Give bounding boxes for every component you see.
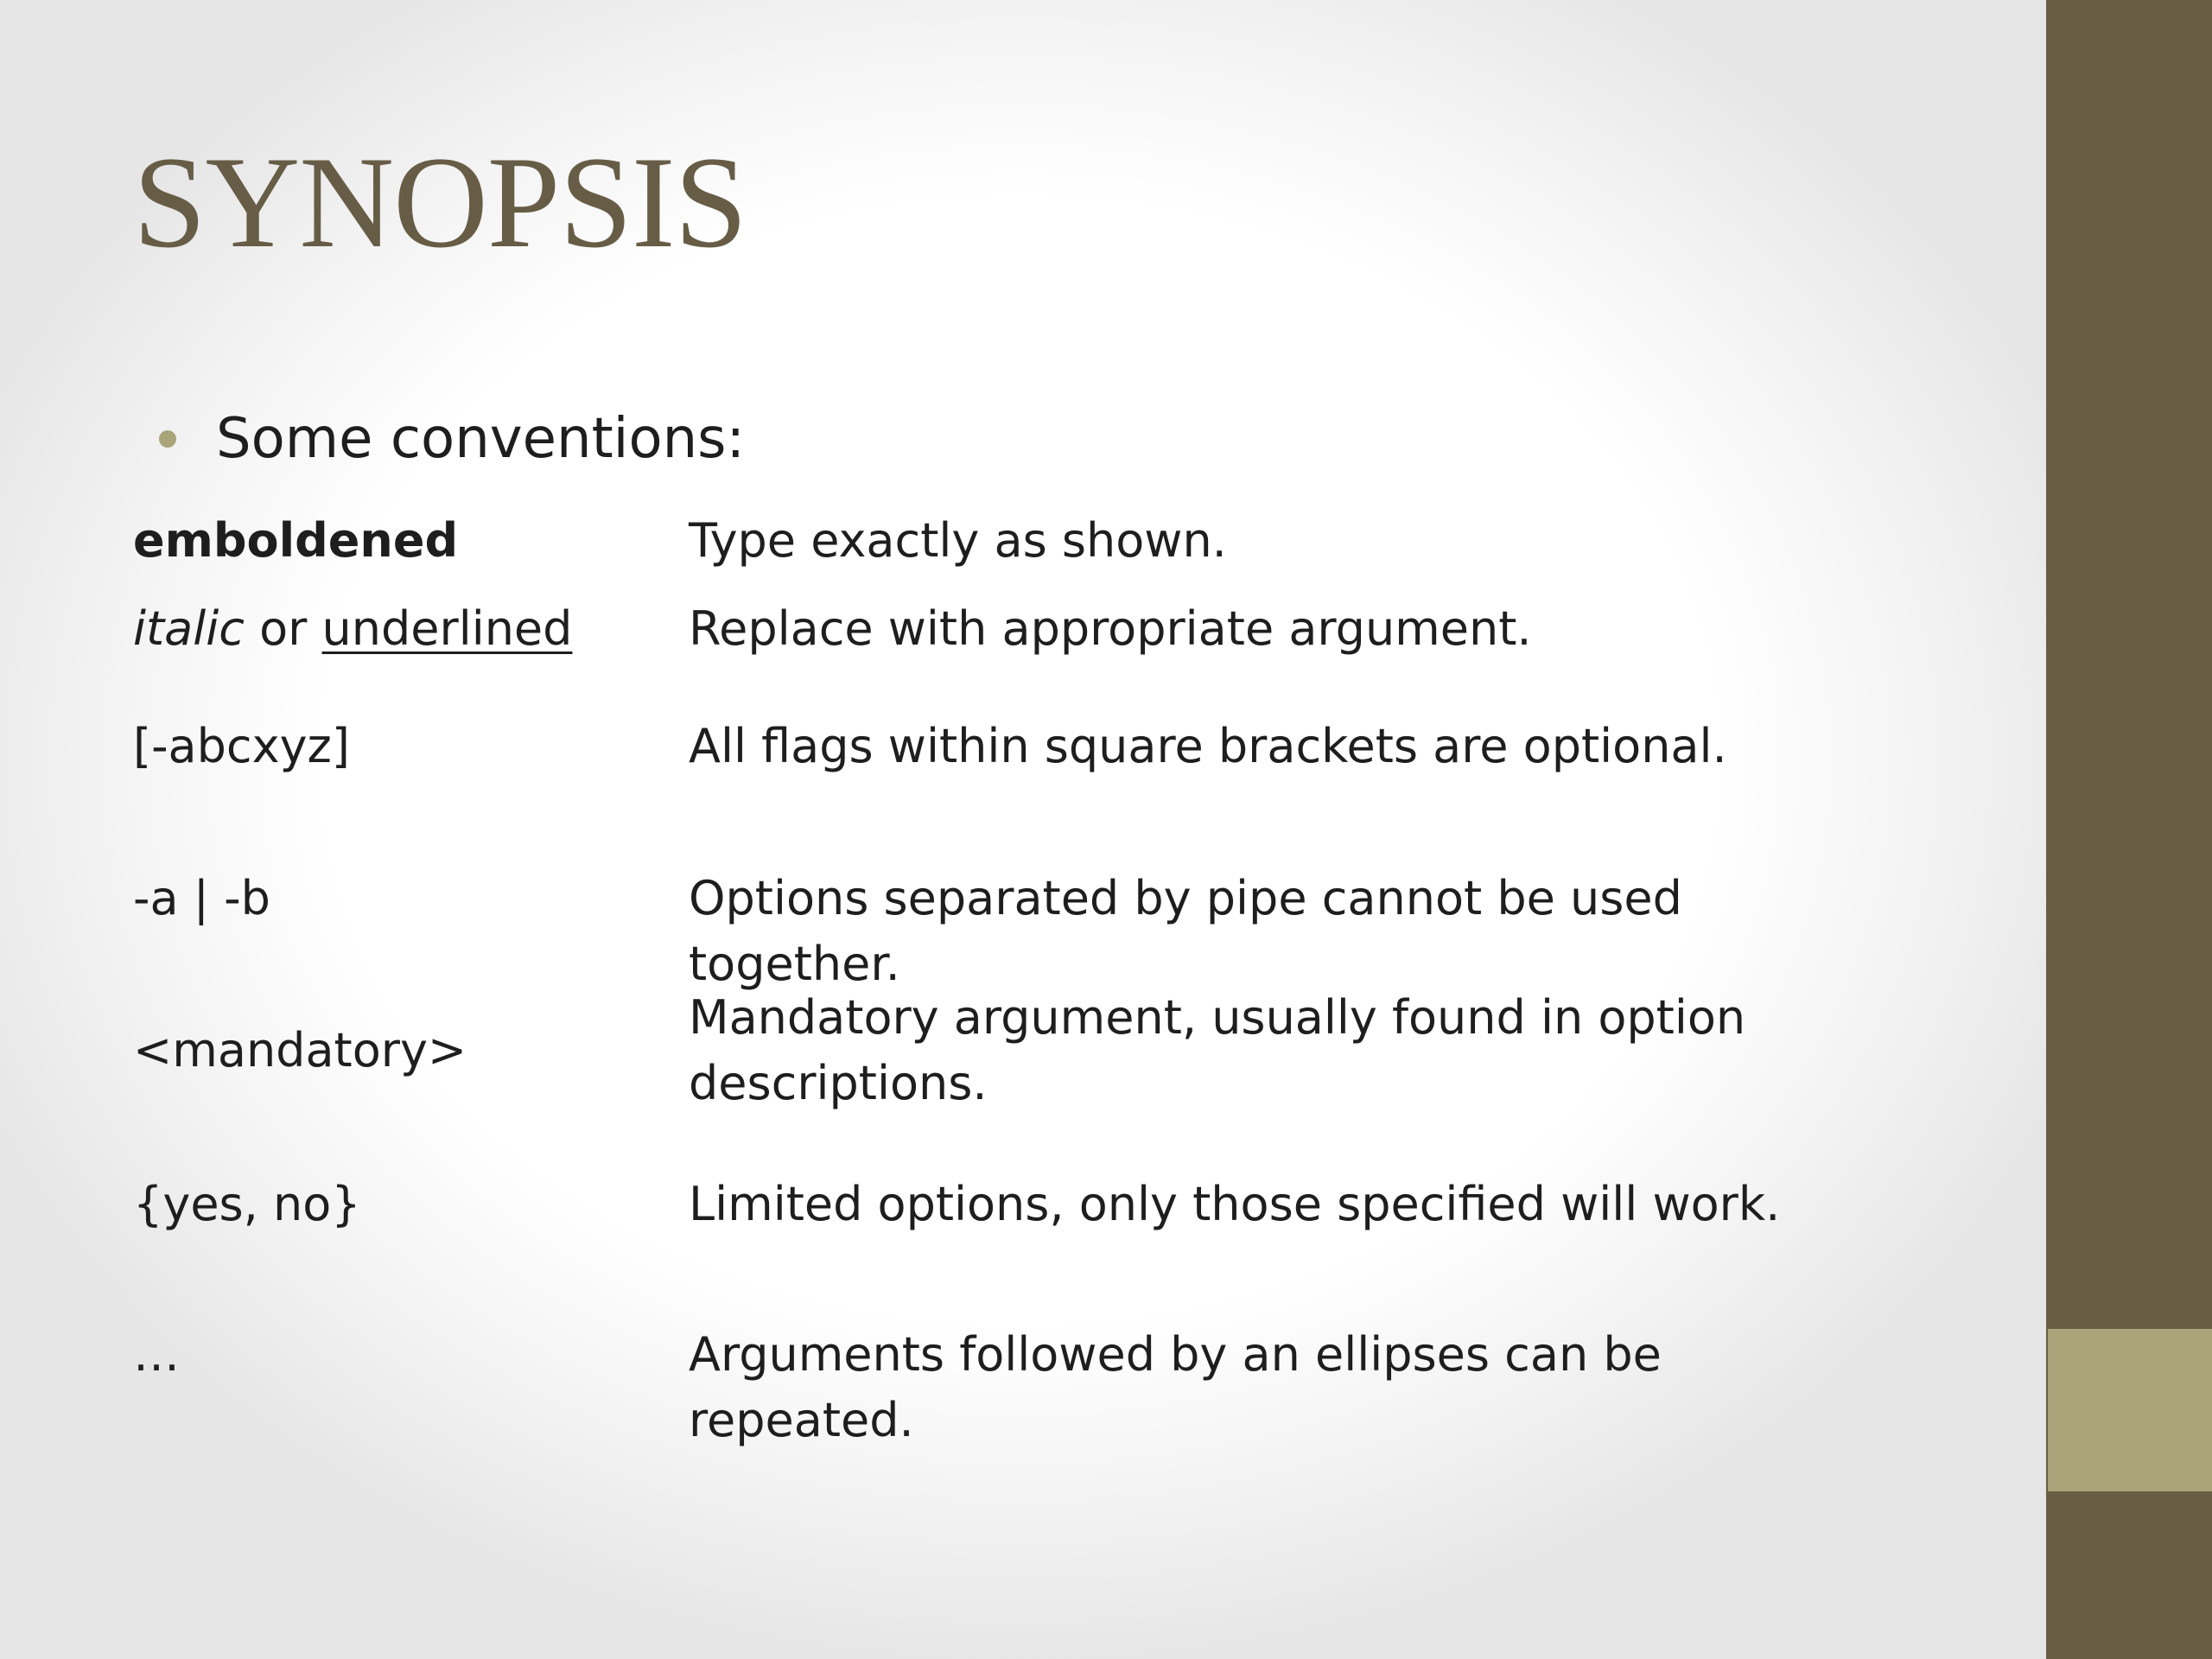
convention-description: Arguments followed by an ellipses can be repeated. <box>689 1327 1662 1447</box>
term-underlined: underlined <box>321 601 573 656</box>
convention-term: … <box>133 1327 180 1382</box>
convention-description: Limited options, only those specified will work. <box>689 1177 1781 1231</box>
convention-description: Type exactly as shown. <box>689 513 1227 568</box>
convention-term: {yes, no} <box>133 1177 361 1231</box>
bullet-text: Some conventions: <box>216 407 746 471</box>
description-line-2: descriptions. <box>689 1056 988 1110</box>
term-italic: italic <box>133 601 245 656</box>
convention-description: Replace with appropriate argument. <box>689 601 1532 656</box>
bullet-item <box>159 406 745 473</box>
convention-description <box>689 985 1898 1116</box>
description-line-1: Mandatory argument, usually found in option <box>689 990 1746 1045</box>
convention-description: Options separated by pipe cannot be used together. <box>689 871 1682 991</box>
convention-term: -a | -b <box>133 871 270 925</box>
sidebar-decoration <box>2046 0 2212 1659</box>
convention-description: All flags within square brackets are optional. <box>689 719 1727 773</box>
convention-term: <mandatory> <box>133 1023 467 1077</box>
convention-term: [-abcxyz] <box>133 719 350 773</box>
convention-term <box>133 596 669 662</box>
bullet-dot-icon <box>159 430 176 448</box>
sidebar-accent-block <box>2048 1329 2212 1491</box>
convention-term: emboldened <box>133 513 459 568</box>
term-or: or <box>244 601 322 656</box>
slide-title: SYNOPSIS <box>133 130 747 275</box>
